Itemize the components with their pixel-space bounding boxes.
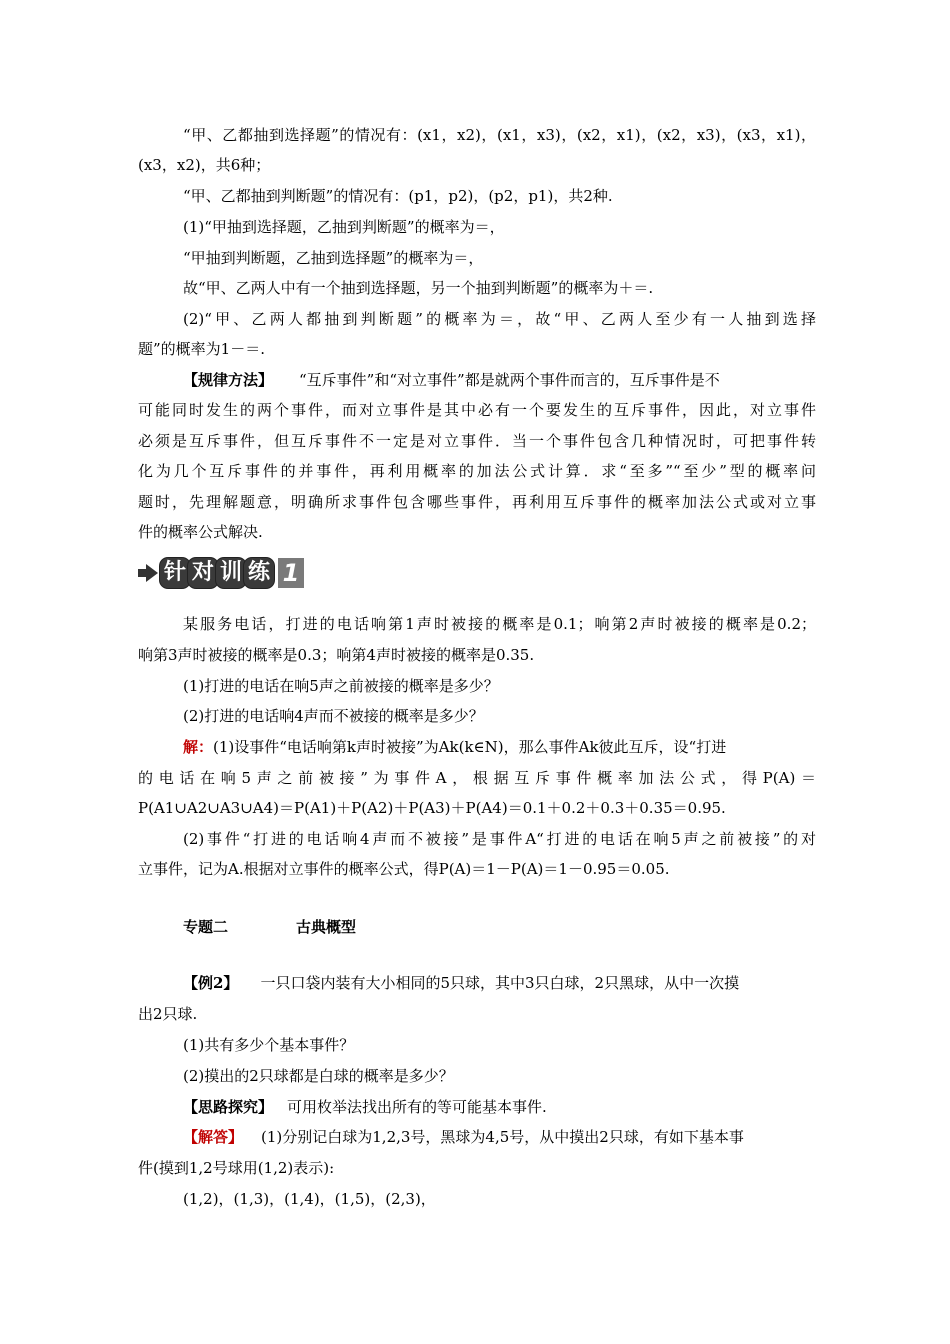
banner-char: 练: [244, 558, 274, 588]
text-line: 化为几个互斥事件的并事件，再利用概率的加法公式计算．求“至多”“至少”型的概率问: [138, 462, 816, 480]
idea-label: 【思路探究】: [183, 1098, 274, 1116]
text-line: “甲、乙都抽到选择题”的情况有：(x1，x2)，(x1，x3)，(x2，x1)，(x2，x3)，(x3，x1)，: [183, 126, 816, 144]
solution-first-line: [183, 737, 816, 757]
text-line: P(A1∪A2∪A3∪A4)＝P(A1)＋P(A2)＋P(A3)＋P(A4)＝0.1＋0.2＋0.3＋0.35＝0.95.: [138, 799, 726, 817]
section-title: 古典概型: [296, 918, 357, 936]
section-number: 专题二: [183, 918, 229, 936]
arrow-head-icon: [146, 564, 158, 582]
question-line: (2)摸出的2只球都是白球的概率是多少？: [183, 1067, 454, 1085]
text-line: 件的概率公式解决.: [138, 523, 263, 541]
example-first-line: [183, 973, 816, 993]
text-line: 可能同时发生的两个事件，而对立事件是其中必有一个要发生的互斥事件，因此，对立事件: [138, 401, 816, 419]
text-line: 题时，先理解题意，明确所求事件包含哪些事件，再利用互斥事件的概率加法公式或对立事: [138, 493, 816, 511]
text-run: “互斥事件”和“对立事件”都是就两个事件而言的，互斥事件是不: [299, 371, 720, 389]
text-line: 件(摸到1,2号球用(1,2)表示):: [138, 1159, 335, 1177]
question-line: (2)打进的电话响4声而不被接的概率是多少？: [183, 707, 484, 725]
text-line: (2)“甲、乙两人都抽到判断题”的概率为＝，故“甲、乙两人至少有一人抽到选择: [183, 310, 816, 328]
text-line: (1)“甲抽到选择题，乙抽到判断题”的概率为＝，: [183, 218, 505, 236]
text-run: (1)分别记白球为1,2,3号，黑球为4,5号，从中摸出2只球，有如下基本事: [261, 1128, 744, 1146]
text-line: (1,2)，(1,3)，(1,4)，(1,5)，(2,3)，: [183, 1190, 436, 1208]
rule-paragraph-first-line: [183, 370, 816, 390]
text-line: 的电话在响5声之前被接”为事件A，根据互斥事件概率加法公式，得P(A)＝: [138, 769, 816, 787]
text-run: 可用枚举法找出所有的等可能基本事件.: [287, 1098, 547, 1116]
text-run: 一只口袋内装有大小相同的5只球，其中3只白球，2只黑球，从中一次摸: [260, 974, 740, 992]
text-line: 响第3声时被接的概率是0.3；响第4声时被接的概率是0.35.: [138, 646, 535, 664]
answer-label: 【解答】: [183, 1128, 244, 1146]
text-line: 某服务电话，打进的电话响第1声时被接的概率是0.1；响第2声时被接的概率是0.2；: [183, 615, 816, 633]
text-run: (1)设事件“电话响第k声时被接”为Ak(k∈N)，那么事件Ak彼此互斥，设“打进: [213, 738, 727, 756]
question-line: (1)打进的电话在响5声之前被接的概率是多少？: [183, 677, 499, 695]
text-line: (2)事件“打进的电话响4声而不被接”是事件A“打进的电话在响5声之前被接”的对: [183, 830, 816, 848]
banner-char: 训: [216, 558, 246, 588]
text-line: 故“甲、乙两人中有一个抽到选择题，另一个抽到判断题”的概率为＋＝.: [183, 279, 654, 297]
idea-line: [183, 1097, 816, 1117]
arrow-icon: [138, 569, 146, 577]
answer-first-line: [183, 1127, 816, 1147]
text-line: “甲、乙都抽到判断题”的情况有：(p1，p2)，(p2，p1)，共2种.: [183, 187, 613, 205]
text-line: 题”的概率为1－＝.: [138, 340, 265, 358]
banner-char: 对: [188, 558, 218, 588]
text-line: 立事件，记为A.根据对立事件的概率公式，得P(A)＝1－P(A)＝1－0.95＝0.05.: [138, 860, 670, 878]
banner-char: 针: [160, 558, 190, 588]
training-banner: [138, 557, 304, 589]
rule-method-label: 【规律方法】: [183, 371, 274, 389]
banner-number: 1: [278, 558, 304, 588]
example-label: 【例2】: [183, 974, 239, 992]
text-line: 必须是互斥事件，但互斥事件不一定是对立事件．当一个事件包含几种情况时，可把事件转: [138, 432, 816, 450]
text-line: (x3，x2)，共6种；: [138, 156, 271, 174]
text-line: “甲抽到判断题，乙抽到选择题”的概率为＝，: [183, 249, 484, 267]
question-line: (1)共有多少个基本事件？: [183, 1036, 355, 1054]
text-line: 出2只球.: [138, 1005, 198, 1023]
solution-label: 解：: [183, 738, 214, 756]
